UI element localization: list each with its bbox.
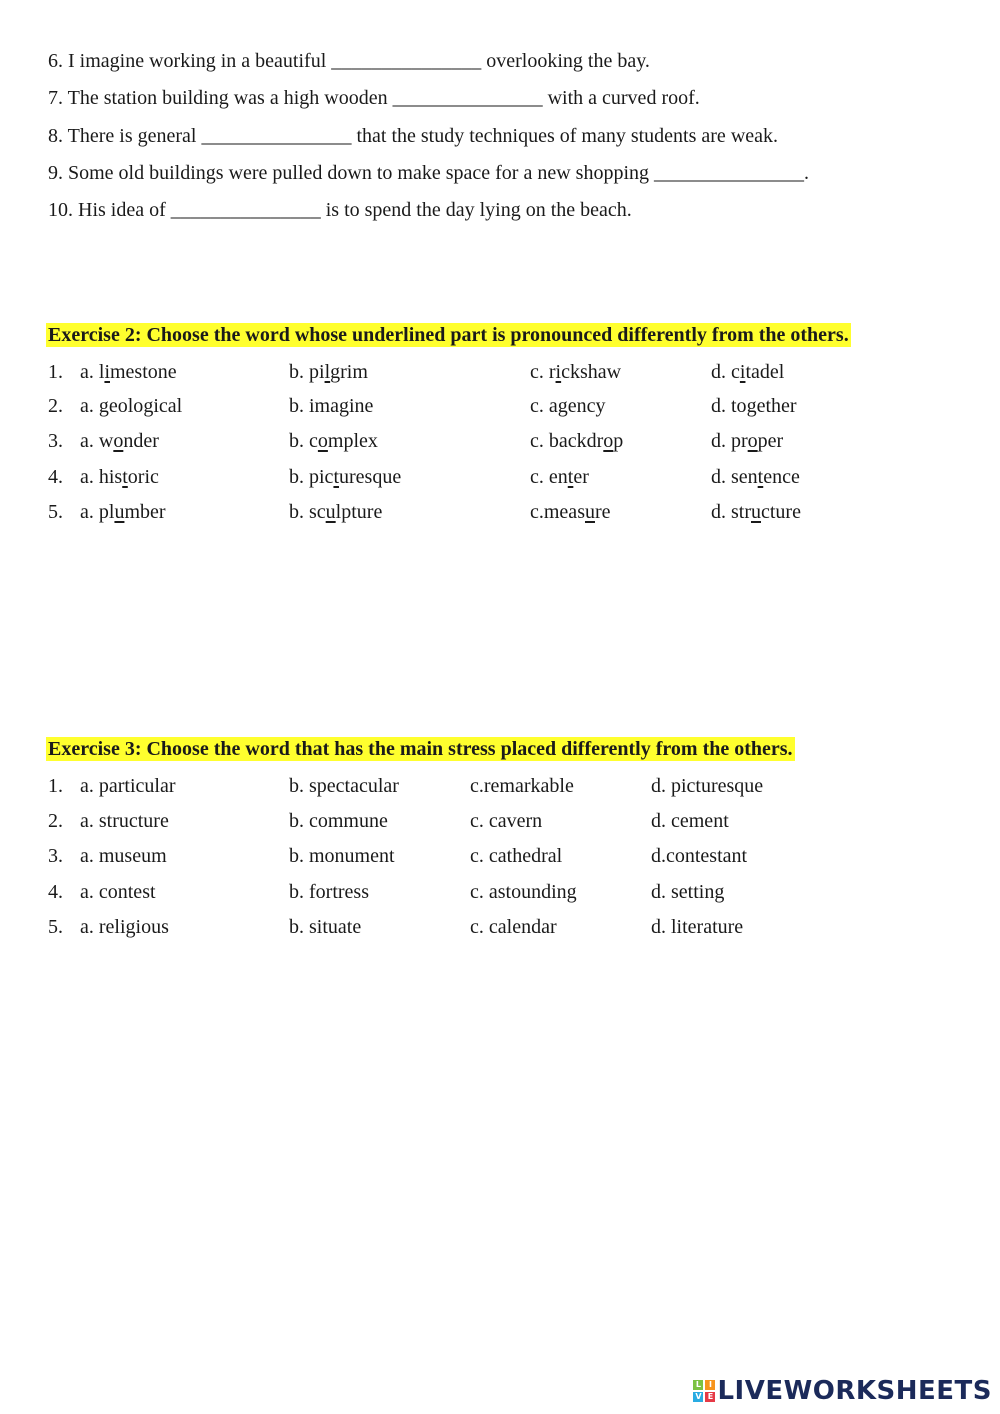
- item-number: 1.: [48, 361, 63, 383]
- sentence-8: 8. There is general _______________ that the study techniques of many students are weak.: [48, 125, 779, 147]
- option-text: ether: [756, 395, 797, 417]
- answer-option: [711, 359, 784, 385]
- option-text: b. c: [289, 430, 318, 452]
- option-text: c. a: [530, 395, 558, 417]
- option-text: ine: [349, 395, 374, 417]
- underlined-part: i: [104, 361, 110, 383]
- underlined-part: i: [555, 361, 562, 383]
- answer-option: c.remarkable: [470, 775, 574, 797]
- answer-option: [289, 464, 401, 490]
- answer-option: [530, 499, 611, 525]
- item-number: 4.: [48, 881, 63, 903]
- answer-option: d. setting: [651, 881, 725, 903]
- answer-option: [530, 428, 623, 454]
- answer-option: [530, 464, 589, 490]
- option-text: uresque: [339, 466, 402, 488]
- answer-option: a. structure: [80, 810, 169, 832]
- option-text: mber: [124, 501, 166, 523]
- logo-mark-letter: E: [705, 1392, 715, 1402]
- logo-mark-icon: [693, 1380, 715, 1402]
- answer-option: [530, 393, 606, 419]
- logo-mark-letter: V: [695, 1392, 702, 1401]
- option-text: ckshaw: [561, 361, 622, 383]
- liveworksheets-logo[interactable]: [693, 1376, 992, 1406]
- answer-option: [289, 428, 378, 454]
- option-text: d. to: [711, 395, 747, 417]
- item-number: 5.: [48, 501, 63, 523]
- underlined-part: o: [317, 430, 328, 452]
- option-text: a. geolo: [80, 395, 144, 417]
- underlined-part: t: [333, 466, 339, 488]
- answer-option: b. commune: [289, 810, 388, 832]
- sentence-10: 10. His idea of _______________ is to spend the day lying on the beach.: [48, 199, 632, 221]
- option-text: mestone: [110, 361, 177, 383]
- underlined-part: u: [325, 501, 336, 523]
- answer-option: [711, 464, 800, 490]
- option-text: d. c: [711, 361, 740, 383]
- option-text: a. w: [80, 430, 114, 452]
- option-text: ence: [763, 466, 800, 488]
- answer-option: [80, 359, 177, 385]
- sentence-6: 6. I imagine working in a beautiful _______________ overlooking the bay.: [48, 50, 650, 72]
- option-text: mplex: [327, 430, 378, 452]
- underlined-part: o: [603, 430, 614, 452]
- underlined-part: t: [757, 466, 764, 488]
- option-text: ency: [567, 395, 606, 417]
- underlined-part: u: [584, 501, 595, 523]
- answer-option: [711, 393, 797, 419]
- option-text: c. r: [530, 361, 556, 383]
- option-text: ical: [153, 395, 183, 417]
- option-text: p: [613, 430, 624, 452]
- option-text: a. l: [80, 361, 105, 383]
- option-text: b. pi: [289, 361, 325, 383]
- option-text: per: [757, 430, 784, 452]
- option-text: c.meas: [530, 501, 585, 523]
- underlined-part: g: [339, 395, 349, 417]
- answer-option: d. cement: [651, 810, 729, 832]
- option-text: c. backdr: [530, 430, 604, 452]
- item-number: 3.: [48, 430, 63, 452]
- answer-option: a. particular: [80, 775, 176, 797]
- option-text: b. ima: [289, 395, 339, 417]
- underlined-part: o: [747, 430, 758, 452]
- option-text: d. str: [711, 501, 751, 523]
- underlined-part: t: [567, 466, 574, 488]
- answer-option: [711, 499, 801, 525]
- item-number: 5.: [48, 916, 63, 938]
- logo-mark-letter: I: [705, 1380, 715, 1390]
- item-number: 4.: [48, 466, 63, 488]
- option-text: grim: [330, 361, 368, 383]
- underlined-part: i: [739, 361, 746, 383]
- answer-option: d. literature: [651, 916, 744, 938]
- logo-text: LIVEWORKSHEETS: [717, 1376, 992, 1406]
- underlined-part: l: [324, 361, 331, 383]
- answer-option: [80, 499, 166, 525]
- option-text: b. pic: [289, 466, 334, 488]
- answer-option: b. situate: [289, 916, 362, 938]
- item-number: 1.: [48, 775, 63, 797]
- underlined-part: g: [143, 395, 154, 417]
- answer-option: c. astounding: [470, 881, 577, 903]
- logo-mark-letter: L: [693, 1380, 703, 1390]
- answer-option: c. cavern: [470, 810, 543, 832]
- option-text: b. sc: [289, 501, 326, 523]
- option-text: a. his: [80, 466, 123, 488]
- option-text: a. pl: [80, 501, 115, 523]
- option-text: re: [594, 501, 611, 523]
- exercise2-heading: Exercise 2: Choose the word whose underlined part is pronounced differently from the others.: [48, 324, 849, 346]
- option-text: lpture: [335, 501, 383, 523]
- underlined-part: o: [113, 430, 124, 452]
- underlined-part: t: [122, 466, 128, 488]
- answer-option: d. picturesque: [651, 775, 764, 797]
- answer-option: [530, 359, 621, 385]
- answer-option: [289, 359, 368, 385]
- answer-option: b. fortress: [289, 881, 369, 903]
- underlined-part: u: [751, 501, 761, 523]
- answer-option: [711, 428, 783, 454]
- item-number: 2.: [48, 810, 63, 832]
- option-text: d. pr: [711, 430, 748, 452]
- answer-option: [80, 393, 182, 419]
- answer-option: d.contestant: [651, 845, 748, 867]
- answer-option: c. calendar: [470, 916, 557, 938]
- answer-option: [80, 428, 159, 454]
- item-number: 2.: [48, 395, 63, 417]
- answer-option: [289, 499, 382, 525]
- answer-option: a. contest: [80, 881, 156, 903]
- exercise3-heading: Exercise 3: Choose the word that has the main stress placed differently from the others.: [48, 738, 793, 760]
- item-number: 3.: [48, 845, 63, 867]
- sentence-7: 7. The station building was a high wooden _______________ with a curved roof.: [48, 87, 700, 109]
- option-text: nder: [123, 430, 159, 452]
- option-text: tadel: [745, 361, 785, 383]
- option-text: d. sen: [711, 466, 758, 488]
- answer-option: b. monument: [289, 845, 395, 867]
- option-text: cture: [761, 501, 801, 523]
- answer-option: [289, 393, 373, 419]
- sentence-9: 9. Some old buildings were pulled down to make space for a new shopping _______________.: [48, 162, 809, 184]
- option-text: oric: [127, 466, 159, 488]
- answer-option: [80, 464, 159, 490]
- underlined-part: u: [114, 501, 125, 523]
- answer-option: a. religious: [80, 916, 169, 938]
- underlined-part: g: [746, 395, 757, 417]
- option-text: c. en: [530, 466, 568, 488]
- answer-option: c. cathedral: [470, 845, 563, 867]
- answer-option: b. spectacular: [289, 775, 399, 797]
- option-text: er: [573, 466, 589, 488]
- underlined-part: g: [557, 395, 568, 417]
- answer-option: a. museum: [80, 845, 167, 867]
